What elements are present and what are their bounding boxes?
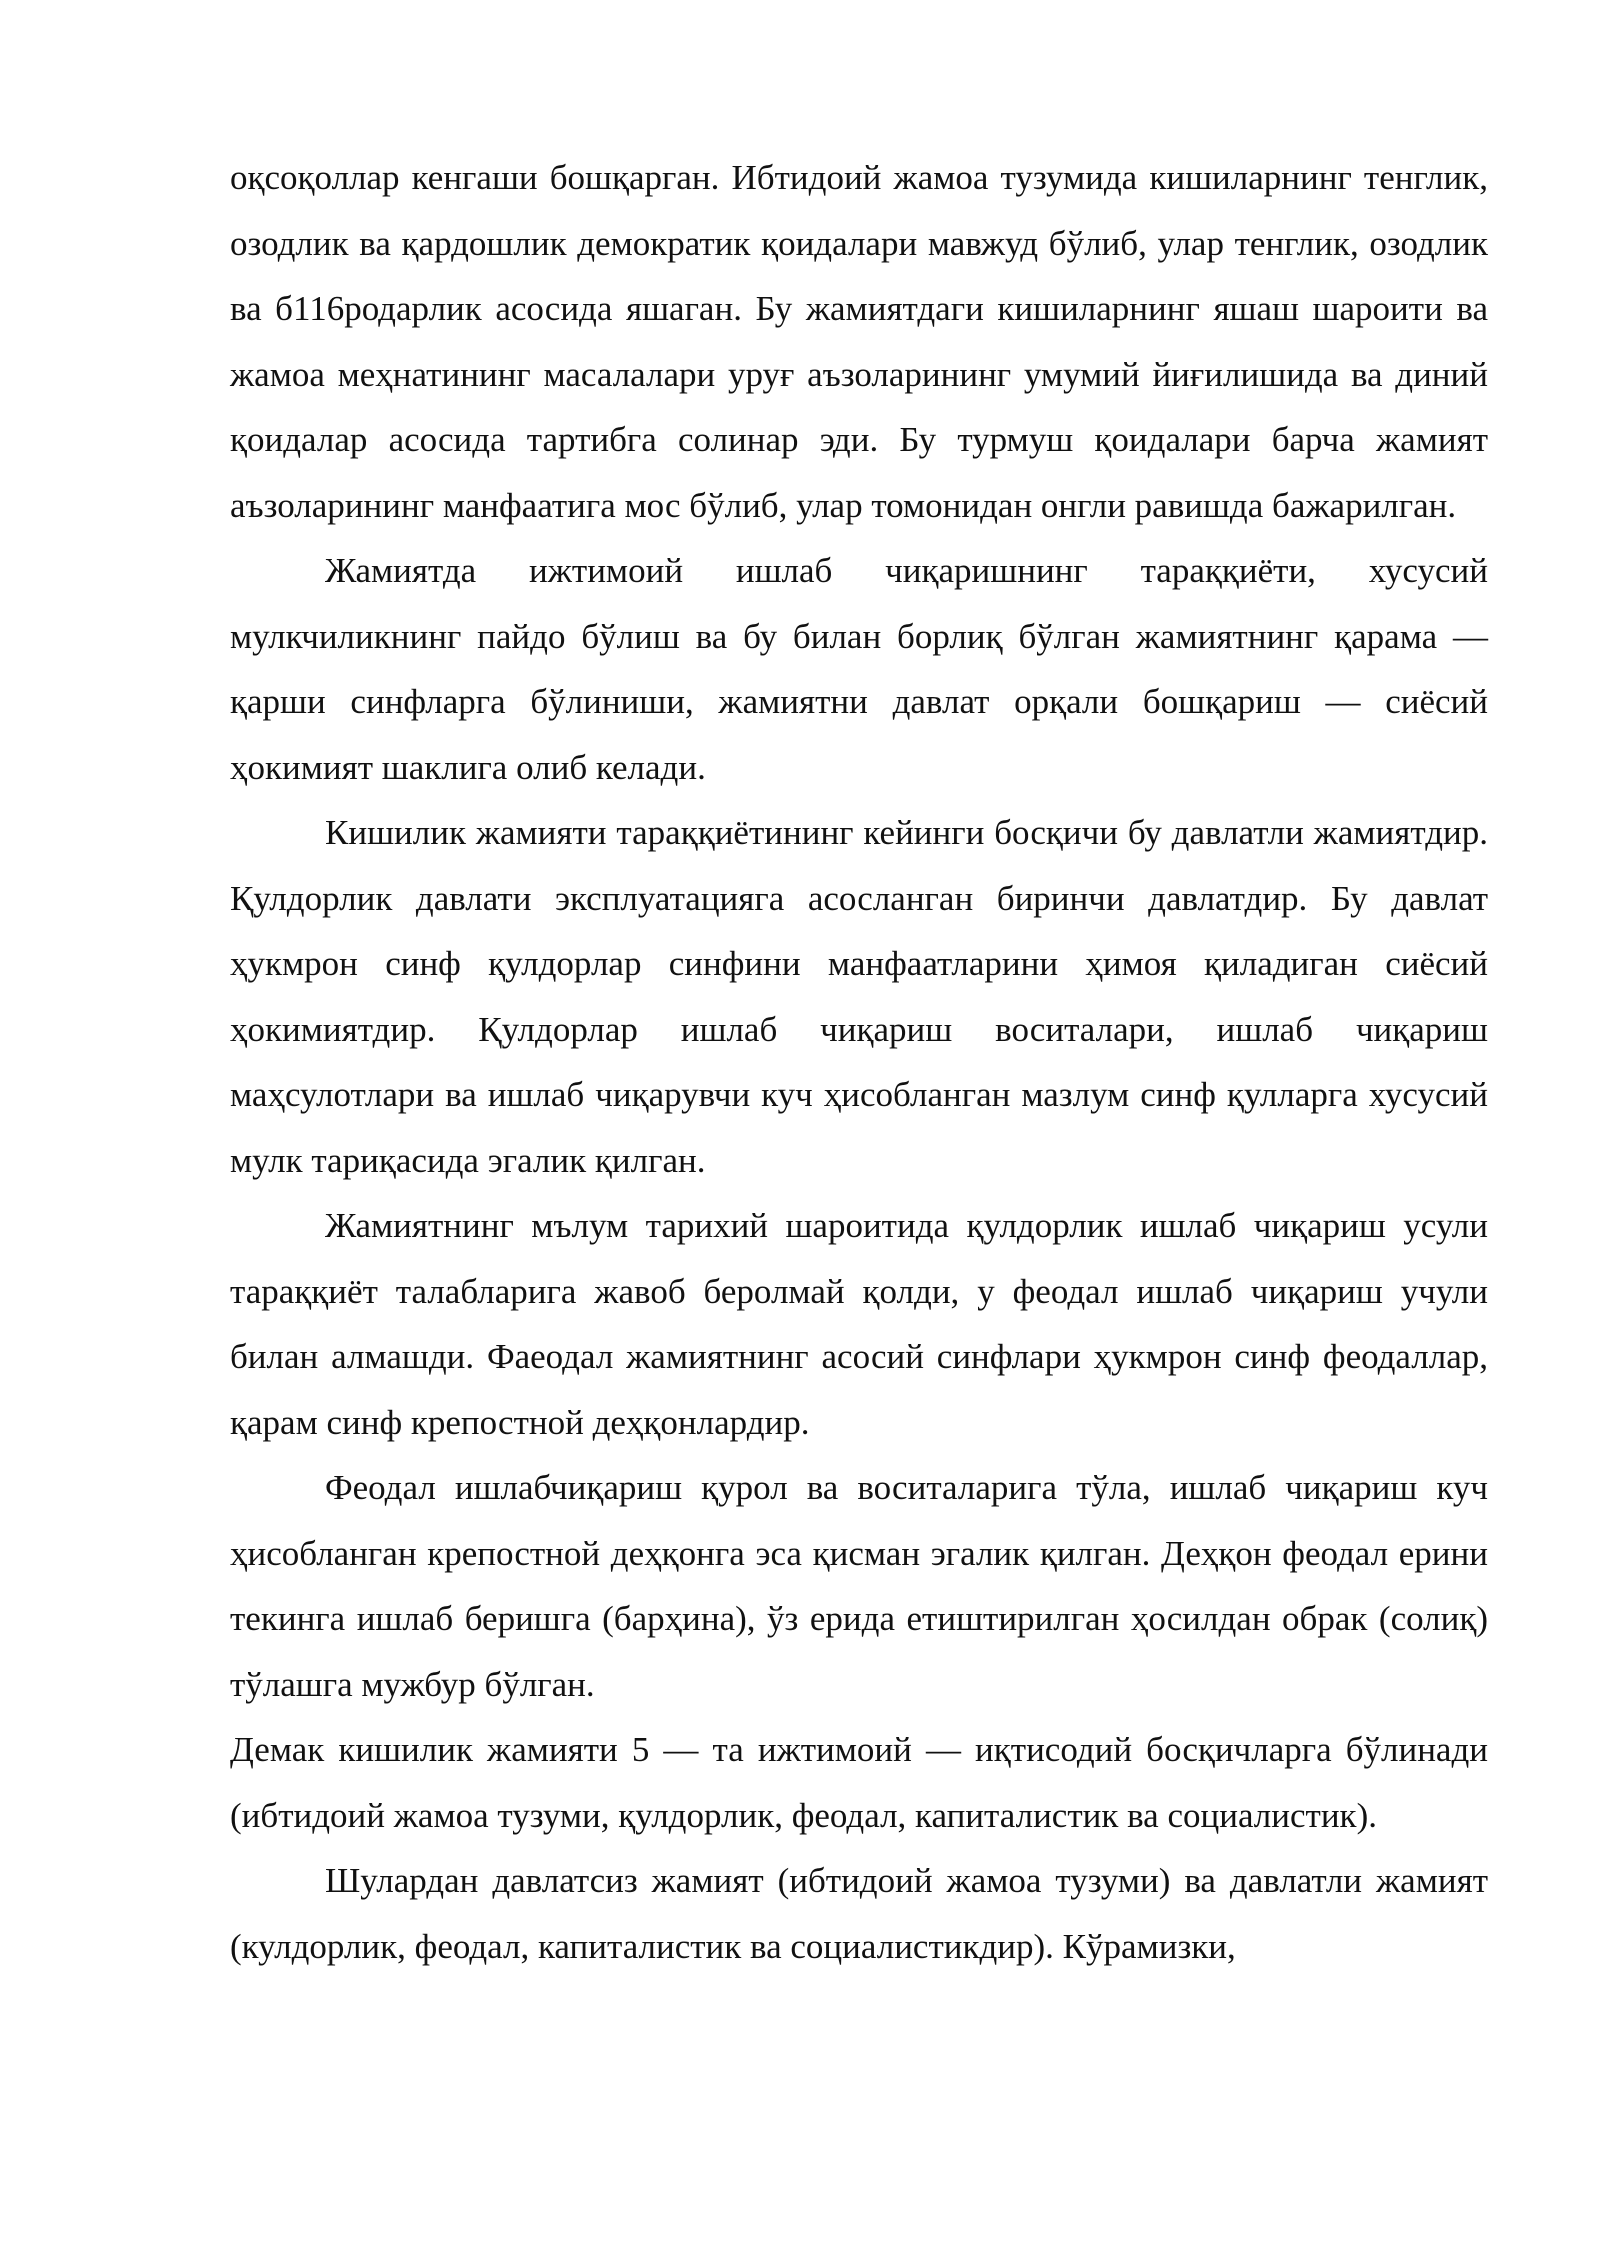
paragraph-3: Кишилик жамияти тараққиётининг кейинги босқичи бу давлатли жамиятдир. Қулдорлик давлати эксплуатацияга асосланган биринчи давлатдир. Бу давлат ҳукмрон синф қулдорлар синфини манфаатларини ҳимоя қиладиган сиёсий ҳокимиятдир. Қулдорлар ишлаб чиқариш воситалари, ишлаб чиқариш маҳсулотлари ва ишлаб чиқарувчи куч ҳисобланган мазлум синф қулларга хусусий мулк тариқасида эгалик қилган. <box>230 813 1488 1180</box>
paragraph-7: Шулардан давлатсиз жамият (ибтидоий жамоа тузуми) ва давлатли жамият (кулдорлик, феодал, капиталистик ва социалистикдир). Кўрамизки, <box>230 1861 1488 1966</box>
paragraph-4: Жамиятнинг мълум тарихий шароитида қулдорлик ишлаб чиқариш усули тараққиёт талабларига жавоб беролмай қолди, у феодал ишлаб чиқариш учули билан алмашди. Фаеодал жамиятнинг асосий синфлари ҳукмрон синф феодаллар, қарам синф крепостной деҳқонлардир. <box>230 1206 1488 1442</box>
paragraph-2: Жамиятда ижтимоий ишлаб чиқаришнинг тараққиёти, хусусий мулкчиликнинг пайдо бўлиш ва бу билан борлиқ бўлган жамиятнинг қарама — қарши синфларга бўлиниши, жамиятни давлат орқали бошқариш — сиёсий ҳокимият шаклига олиб келади. <box>230 551 1488 787</box>
paragraph-1: оқсоқоллар кенгаши бошқарган. Ибтидоий жамоа тузумида кишиларнинг тенглик, озодлик ва қардошлик демократик қоидалари мавжуд бўлиб, улар тенглик, озодлик ва б116родарлик асосида яшаган. Бу жамиятдаги кишиларнинг яшаш шароити ва жамоа меҳнатининг масалалари уруғ аъзоларининг умумий йиғилишида ва диний қоидалар асосида тартибга солинар эди. Бу турмуш қоидалари барча жамият аъзоларининг манфаатига мос бўлиб, улар томонидан онгли равишда бажарилган. <box>230 158 1488 525</box>
paragraph-6: Демак кишилик жамияти 5 — та ижтимоий — иқтисодий босқичларга бўлинади (ибтидоий жамоа тузуми, қулдорлик, феодал, капиталистик ва социалистик). <box>230 1730 1488 1835</box>
paragraph-5: Феодал ишлабчиқариш қурол ва воситаларига тўла, ишлаб чиқариш куч ҳисобланган крепостной деҳқонга эса қисман эгалик қилган. Деҳқон феодал ерини текинга ишлаб беришга (барҳина), ўз ерида етиштирилган ҳосилдан обрак (солиқ) тўлашга мужбур бўлган. <box>230 1468 1488 1704</box>
document-page <box>230 145 1488 1979</box>
